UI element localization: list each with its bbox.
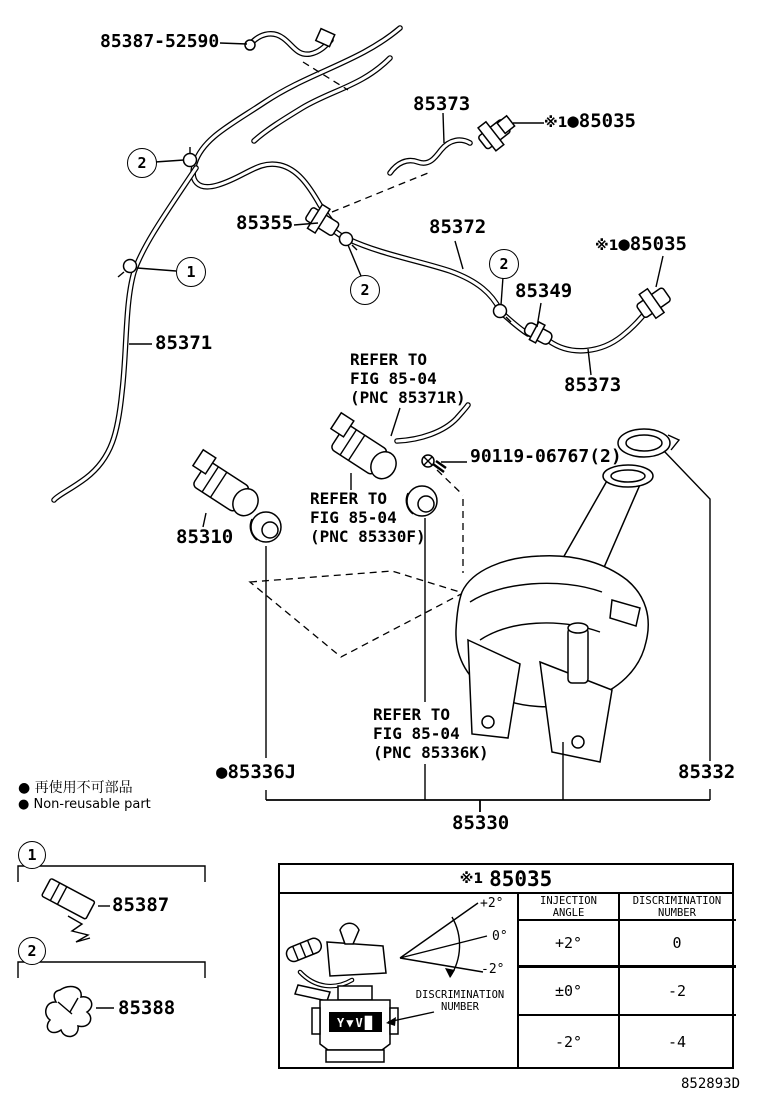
note-mark: ※1 xyxy=(544,115,568,131)
col-header-injection-angle: INJECTION ANGLE xyxy=(540,895,597,919)
callout-circle-2: 2 xyxy=(127,148,157,178)
refer-note-85336k xyxy=(373,705,489,762)
part-label-85349: 85349 xyxy=(515,280,573,302)
table-title-note: ※1 xyxy=(459,870,484,887)
part-label-85035-top: ※1●85035 xyxy=(544,110,636,132)
part-label-85373-bottom: 85373 xyxy=(564,374,622,396)
hose-clip-right xyxy=(494,305,512,323)
part-label-85336j: ●85336J xyxy=(216,761,297,783)
angle-label-plus2: +2° xyxy=(480,896,504,911)
screw-90119 xyxy=(422,455,446,472)
callout-circle-1: 1 xyxy=(176,257,206,287)
table-title xyxy=(280,865,732,894)
sub-hose-85387-52590 xyxy=(245,29,335,55)
table-cell-num-1: -2 xyxy=(667,982,687,1000)
table-cell-angle-0: +2° xyxy=(554,934,583,952)
refer-line: REFER TO xyxy=(310,489,388,508)
table-cell-num-0: 0 xyxy=(672,934,682,952)
part-label-85330: 85330 xyxy=(452,812,510,834)
part-label-85387-52590: 85387-52590 xyxy=(100,31,220,52)
part-label-85035-right: ※1●85035 xyxy=(595,233,687,255)
part-label-85332: 85332 xyxy=(678,761,736,783)
washer-jar-85330 xyxy=(456,429,679,762)
table-title-part: 85035 xyxy=(489,866,553,891)
hose-85373-bottom xyxy=(549,307,650,351)
col-header-discrimination-number: DISCRIMINATION NUMBER xyxy=(632,895,722,919)
part-label-85373-top: 85373 xyxy=(413,93,471,115)
main-harness-hose xyxy=(193,28,400,222)
washer-pump-85330f xyxy=(322,413,405,485)
note-mark: ※1 xyxy=(595,238,619,254)
callout-circle-2c: 2 xyxy=(489,249,519,279)
refer-line: (PNC 85336K) xyxy=(373,743,489,762)
grommet-85336j xyxy=(250,512,281,542)
dashed-line xyxy=(437,470,463,573)
table-cell-angle-1: ±0° xyxy=(554,982,583,1000)
refer-note-85330f xyxy=(310,489,426,546)
refer-line: FIG 85-04 xyxy=(373,724,460,743)
leader-lines xyxy=(129,43,710,812)
part-label-85372: 85372 xyxy=(429,216,487,238)
angle-label-zero: 0° xyxy=(492,929,508,944)
clip-85388-drawing xyxy=(46,986,92,1036)
nozzle-85035-top xyxy=(473,109,519,154)
legend-nonreusable-en: ● Non-reusable part xyxy=(18,797,151,812)
key-circle-1: 1 xyxy=(18,841,46,869)
refer-note-85371r xyxy=(350,350,466,407)
hose-pnc-85371r xyxy=(397,405,468,441)
refer-line: REFER TO xyxy=(350,350,428,369)
discrimination-table xyxy=(278,863,734,1069)
washer-pump-85310 xyxy=(184,450,267,522)
refer-line: (PNC 85330F) xyxy=(310,527,426,546)
hose-clip-top xyxy=(184,147,197,167)
discrimination-window-marks: Y▼V█ xyxy=(337,1015,374,1030)
part-label-90119-06767: 90119-06767(2) xyxy=(470,446,622,467)
clip-85387-drawing xyxy=(42,878,96,942)
callout-circle-2b: 2 xyxy=(350,275,380,305)
dashed-line xyxy=(250,571,463,657)
refer-line: REFER TO xyxy=(373,705,451,724)
refer-line: (PNC 85371R) xyxy=(350,388,466,407)
discrimination-number-callout: DISCRIMINATION NUMBER xyxy=(415,989,505,1013)
angle-label-minus2: -2° xyxy=(481,962,505,977)
refer-line: FIG 85-04 xyxy=(350,369,437,388)
table-cell-num-2: -4 xyxy=(667,1032,687,1051)
table-cell-angle-2: -2° xyxy=(554,1032,583,1051)
document-number: 852893D xyxy=(681,1076,741,1092)
legend-nonreusable-jp: ● 再使用不可部品 xyxy=(18,780,133,796)
dashed-line xyxy=(332,173,428,212)
refer-line: FIG 85-04 xyxy=(310,508,397,527)
part-label-85388-key: 85388 xyxy=(118,997,176,1019)
part-label-85310: 85310 xyxy=(176,526,234,548)
part-label-85387-key: 85387 xyxy=(112,894,170,916)
part-label-85371: 85371 xyxy=(155,332,213,354)
key-circle-2: 2 xyxy=(18,937,46,965)
hose-85373-top xyxy=(390,140,470,173)
part-label-85355: 85355 xyxy=(236,212,294,234)
